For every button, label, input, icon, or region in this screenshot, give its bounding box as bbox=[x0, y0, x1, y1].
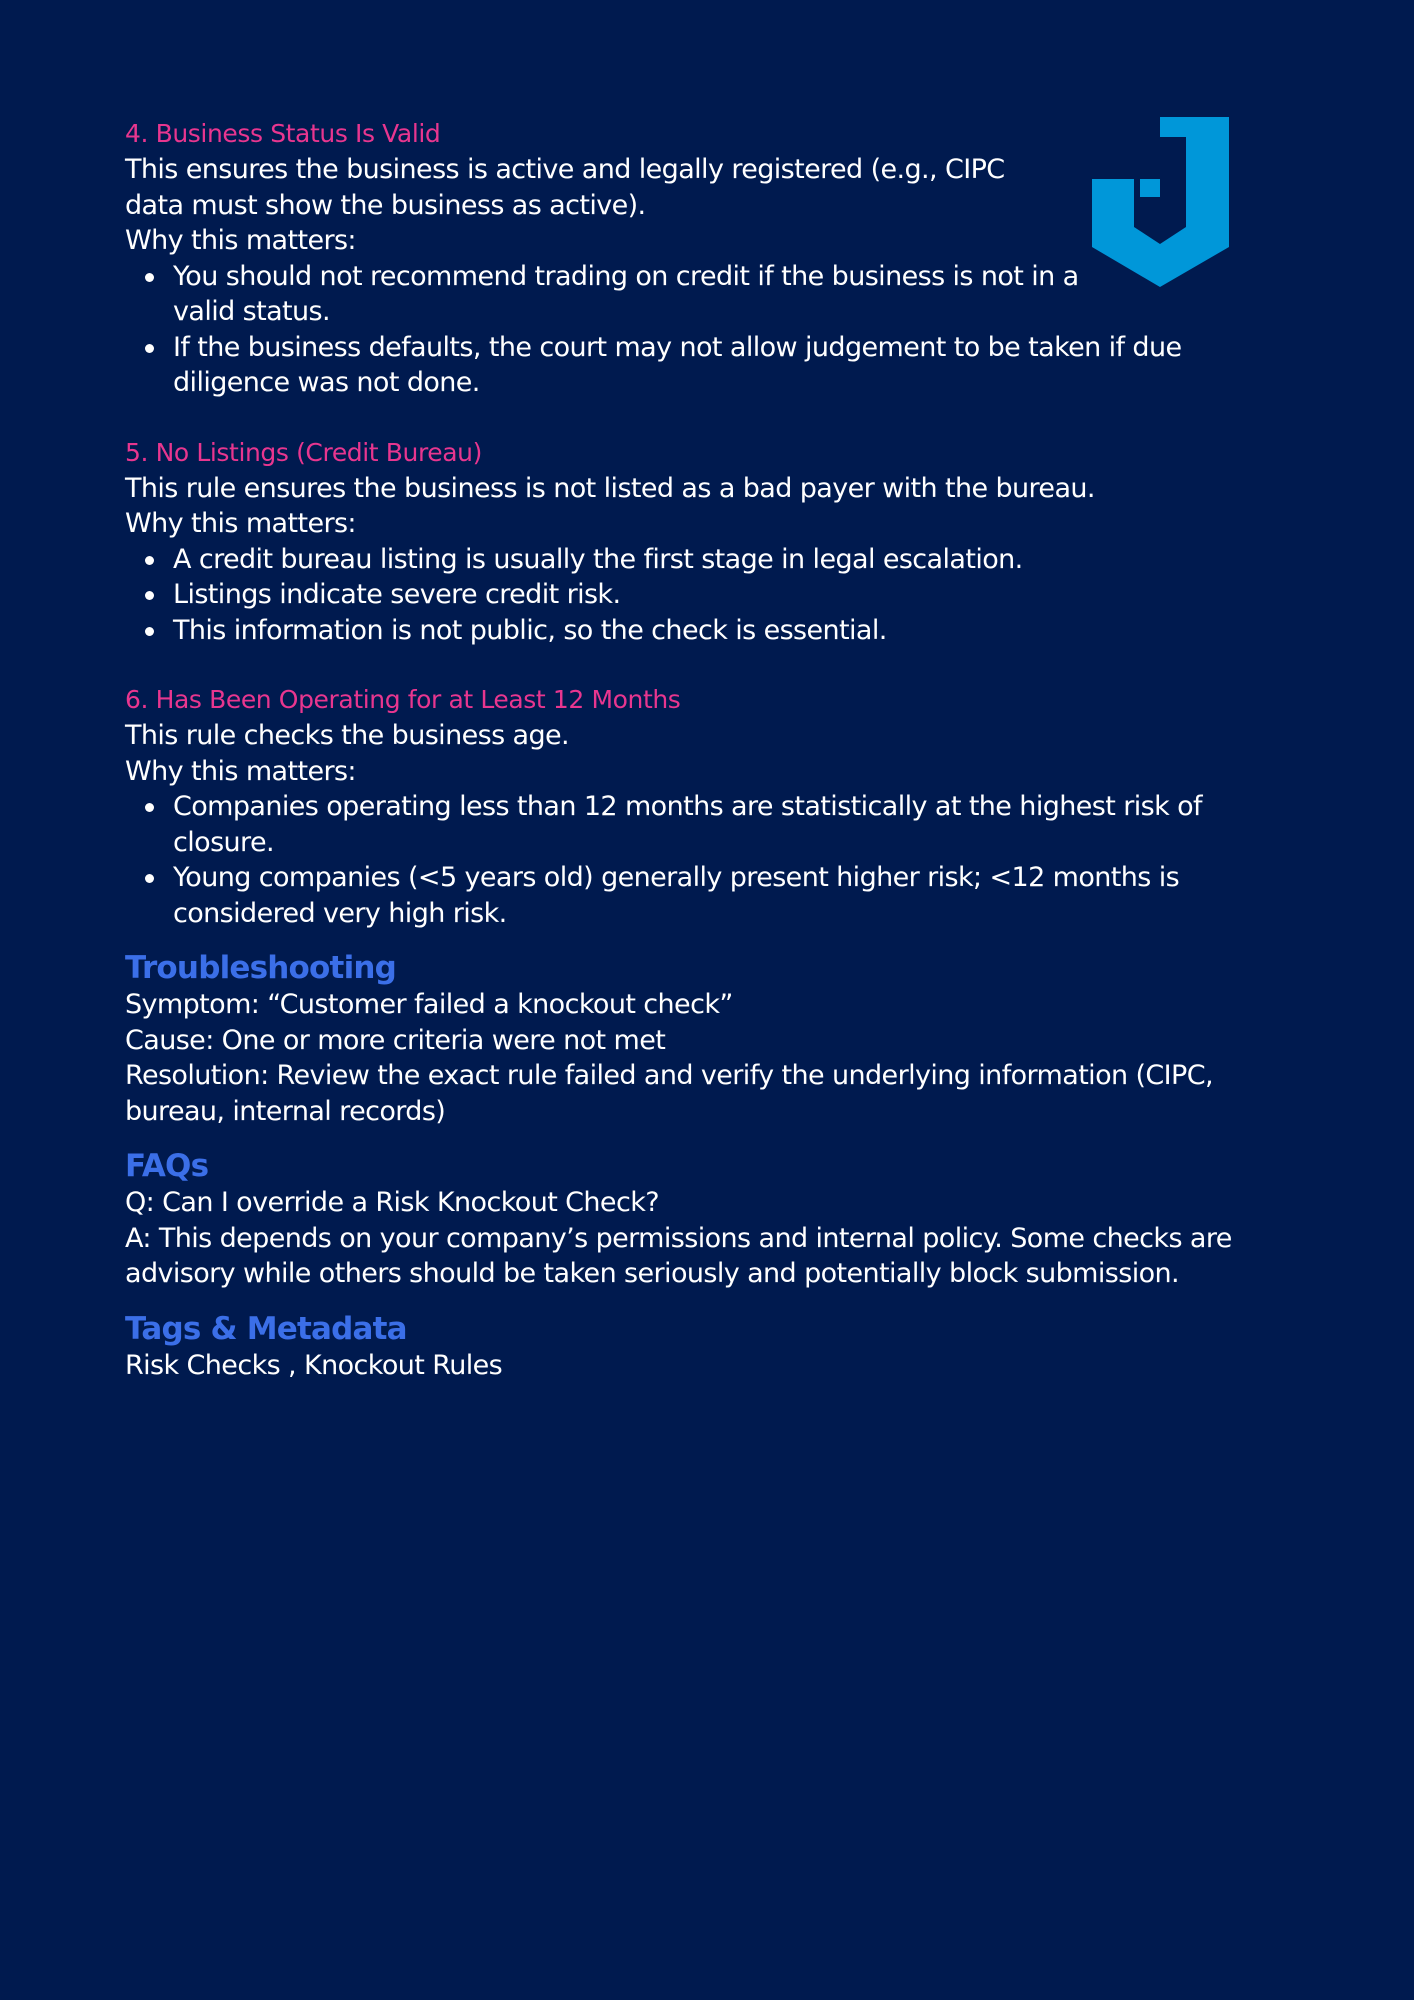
tags-value: Risk Checks , Knockout Rules bbox=[125, 1349, 503, 1381]
why-label: Why this matters: bbox=[125, 508, 356, 539]
rule-heading: 5. No Listings (Credit Bureau) bbox=[125, 437, 482, 467]
list-item: Listings indicate severe credit risk. bbox=[173, 577, 1235, 613]
why-label: Why this matters: bbox=[125, 755, 356, 787]
tags-heading: Tags & Metadata bbox=[125, 1310, 407, 1347]
troubleshooting-symptom: Symptom: “Customer failed a knockout check” bbox=[125, 989, 733, 1020]
troubleshooting-heading: Troubleshooting bbox=[125, 950, 397, 986]
rule-description: This rule checks the business age. bbox=[125, 720, 569, 751]
document-page bbox=[125, 116, 1235, 1383]
troubleshooting-section bbox=[125, 949, 1235, 1129]
troubleshooting-resolution: Resolution: Review the exact rule failed and verify the underlying information (CIPC, bureau, internal records) bbox=[125, 1060, 1213, 1127]
list-item: This information is not public, so the check is essential. bbox=[173, 613, 1235, 649]
faq-question: Q: Can I override a Risk Knockout Check? bbox=[125, 1187, 659, 1218]
rule-bullet-list bbox=[125, 259, 1235, 401]
list-item: If the business defaults, the court may not allow judgement to be taken if due diligence was not done. bbox=[173, 330, 1235, 401]
rule-no-listings bbox=[125, 435, 1235, 649]
rule-bullet-list bbox=[125, 542, 1235, 649]
rule-description: This ensures the business is active and legally registered (e.g., CIPC data must show the business as active). bbox=[125, 154, 1005, 221]
faq-answer: A: This depends on your company’s permissions and internal policy. Some checks are advisory while others should be taken seriously and potentially block submission. bbox=[125, 1222, 1232, 1289]
rule-description: This rule ensures the business is not listed as a bad payer with the bureau. bbox=[125, 472, 1095, 504]
rule-heading: 6. Has Been Operating for at Least 12 Months bbox=[125, 685, 681, 714]
why-label: Why this matters: bbox=[125, 225, 356, 256]
rule-bullet-list bbox=[125, 789, 1235, 931]
list-item: Companies operating less than 12 months are statistically at the highest risk of closure. bbox=[173, 789, 1235, 860]
rule-operating-age bbox=[125, 682, 1235, 931]
faqs-heading: FAQs bbox=[125, 1148, 209, 1184]
troubleshooting-cause: Cause: One or more criteria were not met bbox=[125, 1024, 666, 1056]
list-item: You should not recommend trading on credit if the business is not in a valid status. bbox=[173, 259, 1123, 330]
rule-business-status bbox=[125, 116, 1235, 401]
rule-heading: 4. Business Status Is Valid bbox=[125, 119, 441, 148]
list-item: A credit bureau listing is usually the first stage in legal escalation. bbox=[173, 542, 1235, 578]
faqs-section bbox=[125, 1147, 1235, 1292]
tags-section bbox=[125, 1310, 1235, 1384]
list-item: Young companies (<5 years old) generally present higher risk; <12 months is considered very high risk. bbox=[173, 860, 1235, 931]
